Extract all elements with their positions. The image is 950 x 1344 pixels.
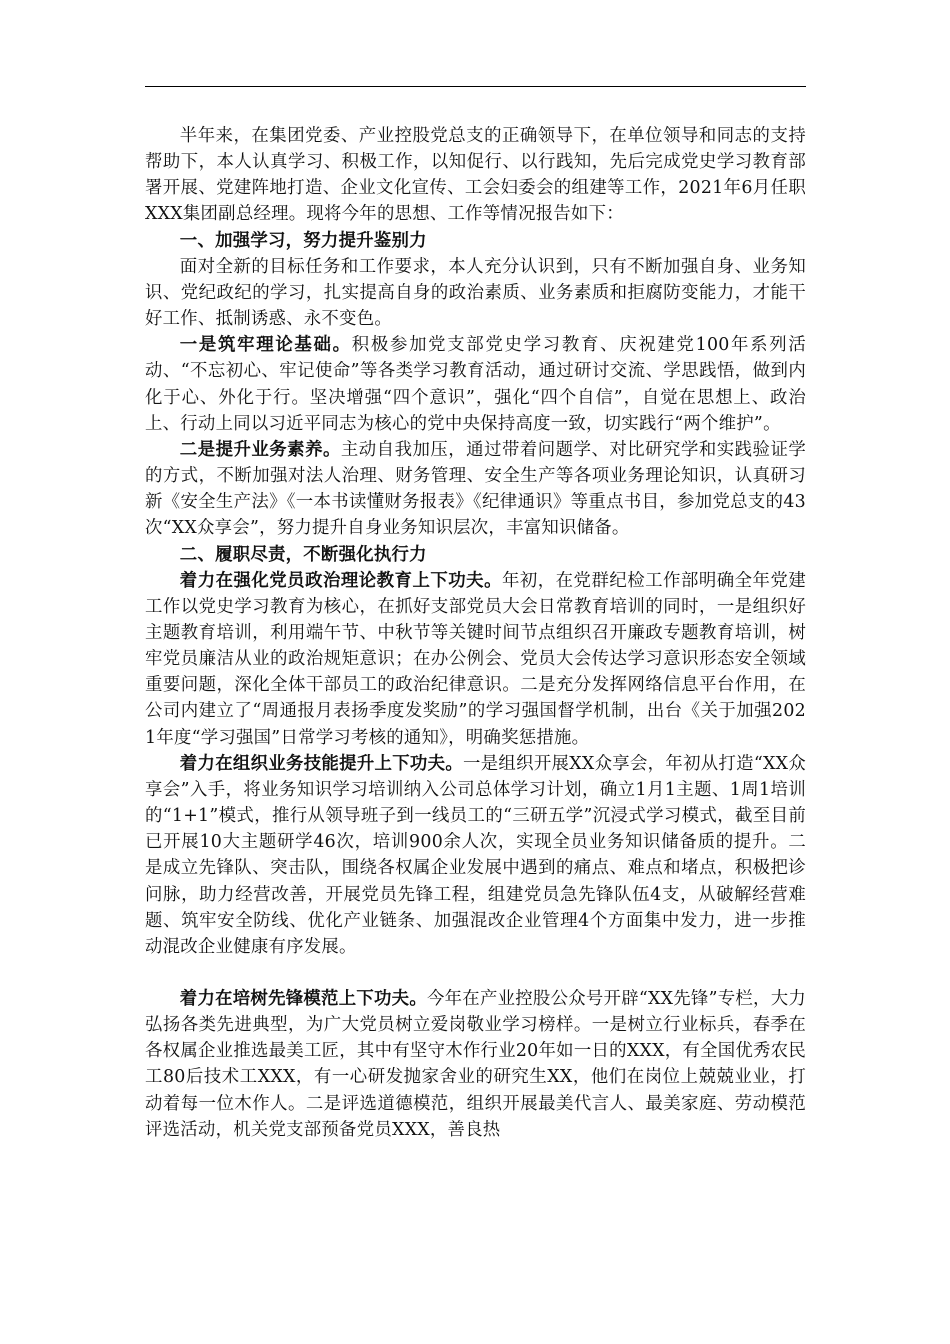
section2-paragraph-2 <box>145 751 806 960</box>
paragraph-body: 积极参加党支部党史学习教育、庆祝建党100年系列活动、“不忘初心、牢记使命”等各类学习教育活动，通过研讨交流、学思践悟，做到内化于心、外化于行。坚决增强“四个意识”，强化“四个自信”，自觉在思想上、政治上、行动上同以习近平同志为核心的党中央保持高度一致，切实践行“两个维护”。 <box>145 335 806 434</box>
section-heading-1: 一、加强学习，努力提升鉴别力 <box>179 230 427 251</box>
paragraph-body: 主动自我加压，通过带着问题学、对比研究学和实践验证学的方式，不断加强对法人治理、财务管理、安全生产等各项业务理论知识，认真研习新《安全生产法》《一本书读懂财务报表》《纪律通识》等重点书目，参加党总支的43次“XX众享会”，努力提升自身业务知识层次，丰富知识储备。 <box>145 439 806 539</box>
paragraph-body: 今年在产业控股公众号开辟“XX先锋”专栏，大力弘扬各类先进典型，为广大党员树立爱岗敬业学习榜样。一是树立行业标兵，春季在各权属企业推选最美工匠，其中有坚守木作行业20年如一日的XXX，有全国优秀农民工80后技术工XXX，有一心研发抛家舍业的研究生XX，他们在岗位上兢兢业业，打动着每一位木作人。二是评选道德模范，组织开展最美代言人、最美家庭、劳动模范评选活动，机关党支部预备党员XXX，善良热 <box>145 989 806 1140</box>
section2-paragraph-1 <box>145 568 806 751</box>
section2-paragraph-3 <box>145 986 806 1143</box>
paragraph-lead: 着力在强化党员政治理论教育上下功夫。 <box>179 570 502 591</box>
intro-paragraph: 半年来，在集团党委、产业控股党总支的正确领导下，在单位领导和同志的支持帮助下，本人认真学习、积极工作，以知促行、以行践知，先后完成党史学习教育部署开展、党建阵地打造、企业文化宣传、工会妇委会的组建等工作，2021年6月任职XXX集团副总经理。现将今年的思想、工作等情况报告如下： <box>145 126 806 225</box>
header-rule <box>145 86 806 87</box>
paragraph-lead: 二是提升业务素养。 <box>179 439 341 460</box>
paragraph-lead: 一是筑牢理论基础。 <box>179 335 352 356</box>
section1-paragraph-1 <box>145 332 806 437</box>
section1-paragraph-2 <box>145 437 806 542</box>
document-body <box>145 123 806 1143</box>
paragraph-lead: 着力在培树先锋模范上下功夫。 <box>179 989 427 1009</box>
paragraph-lead: 着力在组织业务技能提升上下功夫。 <box>179 753 464 774</box>
paragraph-body: 一是组织开展XX众享会，年初从打造“XX众享会”入手，将业务知识学习培训纳入公司总体学习计划，确立1月1主题、1周1培训的“1+1”模式，推行从领导班子到一线员工的“三研五学”沉浸式学习模式，截至目前已开展10大主题研学46次，培训900余人次，实现全员业务知识储备质的提升。二是成立先锋队、突击队，围绕各权属企业发展中遇到的痛点、难点和堵点，积极把诊问脉，助力经营改善，开展党员先锋工程，组建党员急先锋队伍4支，从破解经营难题、筑牢安全防线、优化产业链条、加强混改企业管理4个方面集中发力，进一步推动混改企业健康有序发展。 <box>145 753 806 957</box>
section1-intro-paragraph: 面对全新的目标任务和工作要求，本人充分认识到，只有不断加强自身、业务知识、党纪政纪的学习，扎实提高自身的政治素质、业务素质和拒腐防变能力，才能干好工作、抵制诱惑、永不变色。 <box>145 256 806 330</box>
section-heading-2: 二、履职尽责，不断强化执行力 <box>179 544 427 565</box>
paragraph-body: 年初，在党群纪检工作部明确全年党建工作以党史学习教育为核心，在抓好支部党员大会日常教育培训的同时，一是组织好主题教育培训，利用端午节、中秋节等关键时间节点组织召开廉政专题教育培训，树牢党员廉洁从业的政治规矩意识；在办公例会、党员大会传达学习意识形态安全领域重要问题，深化全体干部员工的政治纪律意识。二是充分发挥网络信息平台作用，在公司内建立了“周通报月表扬季度发奖励”的学习强国督学机制，出台《关于加强2021年度“学习强国”日常学习考核的通知》，明确奖惩措施。 <box>145 570 806 748</box>
blank-line <box>145 960 806 986</box>
